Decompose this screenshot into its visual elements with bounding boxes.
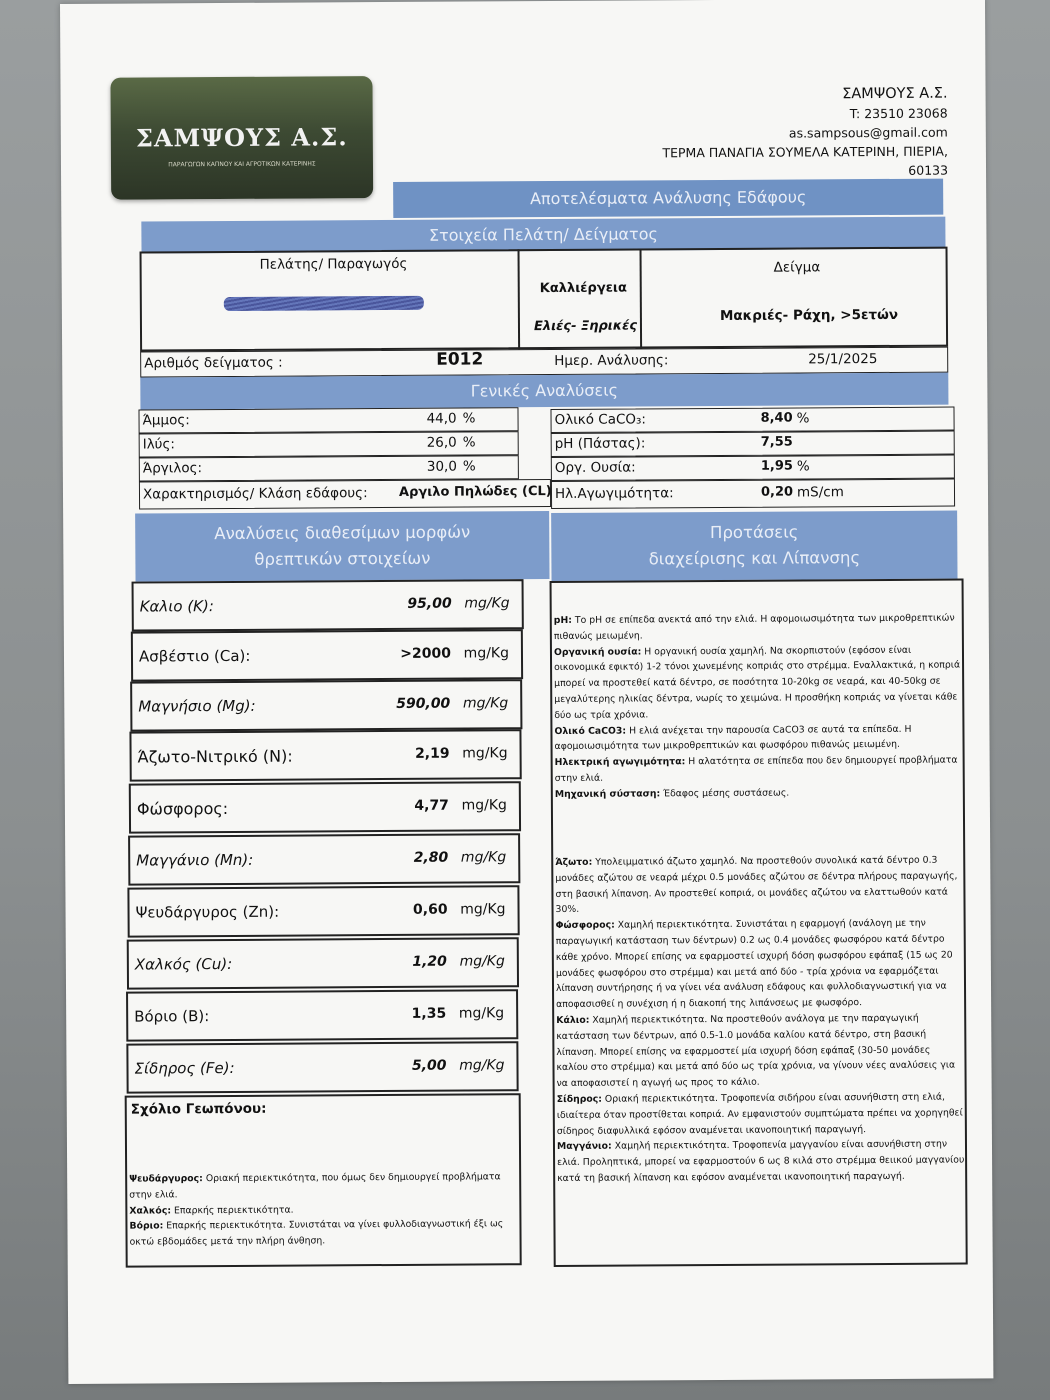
company-logo [110, 76, 373, 200]
company-postcode: 60133 [908, 162, 949, 178]
sand-value: 44,0 [426, 410, 457, 427]
note-key: Μαγγάνιο: [556, 1140, 612, 1153]
nutrient-value: 1,35 [411, 1005, 447, 1022]
clay-value: 30,0 [426, 458, 457, 475]
note-text: Επαρκής περιεκτικότητα. [171, 1204, 294, 1216]
nutrient-value: 2,80 [413, 849, 449, 866]
nutrient-unit: mg/Kg [461, 797, 507, 814]
note-key: Ψευδάργυρος: [129, 1173, 203, 1185]
note-key: Φώσφορος: [555, 919, 615, 932]
nutrient-value: >2000 [400, 645, 452, 662]
nutrients-heading-line2: θρεπτικών στοιχείων [254, 548, 431, 569]
note-key: Ηλεκτρική αγωγιμότητα: [554, 756, 686, 769]
nutrient-label: Άζωτο-Νιτρικό (N): [137, 746, 293, 767]
nutrient-unit: mg/Kg [460, 901, 506, 918]
analysis-date: 25/1/2025 [808, 351, 878, 368]
caco3-value: 8,40 [760, 410, 793, 426]
silt-value: 26,0 [426, 434, 457, 451]
note-text: Οριακή περιεκτικότητα. Τροφοπενία σιδήρου είναι ασυνήθιστη στη ελιά, ιδιαίτερα όταν προστίθεται κοπριά. Αν εμφανιστούν συμπτώματα πρέπει να χορηγηθεί σίδηρος διαφυλλικά εφόσον αναμένεται ικανοποιητική παραγωγή. [556, 1091, 963, 1137]
company-info [662, 85, 948, 182]
note-text: Η οργανική ουσία χαμηλή. Να σκορπιστούν (εφόσον είναι οικονομικά εφικτό) 1-2 τόνοι χωνεμένης κοπριάς στο στρέμμα. Εναλλακτικά, η κοπριά μπορεί να προστεθεί κατά δέντρο, σε ποσότητα 10-20kg σε νεαρά, και 40-50kg σε μεγαλύτερης ηλικίας δέντρα, νωρίς το χειμώνα. Η προσθήκη κοπριάς να γίνεται κάθε δύο ως τρία χρόνια. [554, 644, 961, 721]
comment-notes [129, 1169, 517, 1250]
sample-number: E012 [436, 349, 484, 370]
ph-value: 7,55 [760, 434, 793, 450]
soil-analysis-report [60, 0, 993, 1384]
general-analyses-heading: Γενικές Αναλύσεις [140, 373, 948, 410]
nutrient-unit: mg/Kg [462, 745, 508, 762]
note-text: Υπολειμματικό άζωτο χαμηλό. Να προστεθούν συνολικά κατά δέντρο 0.3 μονάδες αζώτου σε νεαρά μέχρι 0.5 μονάδες αζώτου σε δέντρα πλήρους παραγωγής, στη βασική λίπανση. Αν προστεθεί κοπριά, οι μονάδες αζώτου να ελαττωθούν κατά 30%. [555, 854, 958, 916]
crop-value: Ελιές- Ξηρικές [533, 318, 638, 335]
company-email: as.sampsous@gmail.com [788, 124, 948, 141]
note-text: Το pH σε επίπεδα ανεκτά από την ελιά. Η αφομοιωσιμότητα των μικροθρεπτικών πιθανώς μειωμένη. [553, 612, 955, 642]
note-key: Μηχανική σύσταση: [554, 788, 661, 800]
proposals-notes-top [554, 611, 963, 803]
comment-title: Σχόλιο Γεωπόνου: [130, 1100, 267, 1118]
nutrient-label: Μαγγάνιο (Mn): [136, 850, 254, 870]
nutrient-value: 95,00 [407, 595, 452, 612]
client-label: Πελάτης/ Παραγωγός [259, 255, 408, 273]
note-text: Έδαφος μέσης συστάσεως. [660, 787, 790, 800]
sand-unit: % [462, 410, 476, 427]
nutrient-unit: mg/Kg [460, 849, 507, 866]
nutrient-label: Μαγνήσιο (Mg): [138, 696, 256, 716]
nutrient-value: 1,20 [412, 953, 447, 970]
clay-unit: % [462, 458, 476, 475]
nutrient-row [130, 679, 522, 731]
note-text: Οριακή περιεκτικότητα, που όμως δεν δημιουργεί προβλήματα στην ελιά. [129, 1171, 501, 1201]
sample-value: Μακριές- Ράχη, >5ετών [719, 306, 899, 324]
note-text: Χαμηλή περιεκτικότητα. Συνιστάται η εφαρμογή (ανάλογη με την παραγωγική κατάσταση των δέντρων) 0.2 ως 0.4 μονάδες φωσφόρου κατά δέντρο κάθε χρόνο. Μπορεί επίσης να εφαρμοστεί ισχυρή δόση φωσφόρου εφάπαξ (15 ως 20 μονάδες φωσφόρου στο στρέμμα) και μετά από δύο - τρία χρόνια να εφαρμόζεται λίπανση συντήρησης ή να γίνει νέα ανάλυση εδάφους και φυλλοδιαγνωστική για να αποφασισθεί η συνέχιση ή η διακοπή της λιπάνσεως με φωσφόρο. [555, 917, 953, 1011]
nutrient-label: Σίδηρος (Fe): [134, 1058, 235, 1078]
note-key: Κάλιο: [556, 1014, 590, 1026]
nutrient-row [128, 833, 520, 885]
note-key: Ολικό CaCO3: [554, 725, 627, 737]
analysis-date-label: Ημερ. Ανάλυσης: [554, 352, 669, 369]
note-text: Επαρκής περιεκτικότητα. Συνιστάται να γίνει φυλλοδιαγνωστική έξι ως οκτώ εβδομάδες μετά την πλήρη άνθηση. [129, 1218, 504, 1248]
redacted-client-name [224, 296, 424, 311]
organic-matter-value: 1,95 [760, 458, 793, 474]
nutrient-value: 5,00 [411, 1057, 447, 1074]
note-text: Η ελιά ανέχεται την παρουσία CaCO3 σε αυτά τα επίπεδα. Η αφομοιωσιμότητα των μικροθρεπτικών και φωσφόρου πιθανώς μειωμένη. [554, 723, 912, 753]
nutrients-heading [135, 511, 549, 582]
conductivity-value: 0,20 [760, 484, 794, 500]
nutrient-row [127, 937, 519, 989]
results-heading: Αποτελέσματα Ανάλυσης Εδάφους [393, 179, 943, 218]
note-key: Σίδηρος: [556, 1093, 602, 1105]
company-address: ΤΕΡΜΑ ΠΑΝΑΓΙΑ ΣΟΥΜΕΛΑ ΚΑΤΕΡΙΝΗ, ΠΙΕΡΙΑ, [662, 143, 948, 161]
ph-label: pH (Πάστας): [554, 435, 646, 452]
company-name: ΣΑΜΨΟΥΣ Α.Σ. [842, 85, 948, 103]
nutrient-label: Ψευδάργυρος (Zn): [135, 902, 280, 922]
silt-unit: % [462, 434, 476, 451]
nutrient-unit: mg/Kg [464, 595, 510, 612]
nutrient-label: Βόριο (B): [134, 1007, 210, 1026]
nutrient-unit: mg/Kg [462, 695, 509, 712]
note-key: Βόριο: [129, 1220, 164, 1232]
nutrient-label: Ασβέστιο (Ca): [138, 646, 251, 666]
soil-class-label: Χαρακτηρισμός/ Κλάση εδάφους: [142, 485, 368, 503]
nutrient-value: 0,60 [412, 901, 448, 918]
nutrient-unit: mg/Kg [459, 953, 505, 970]
nutrient-unit: mg/Kg [459, 1057, 505, 1074]
sand-label: Άμμος: [142, 412, 190, 429]
logo-title: ΣΑΜΨΟΥΣ Α.Σ. [135, 122, 348, 153]
nutrient-unit: mg/Kg [458, 1005, 505, 1022]
nutrient-label: Χαλκός (Cu): [134, 954, 233, 974]
conductivity-unit: mS/cm [796, 484, 844, 501]
organic-matter-unit: % [796, 458, 810, 475]
client-sample-heading: Στοιχεία Πελάτη/ Δείγματος [141, 217, 945, 254]
note-key: Χαλκός: [129, 1204, 172, 1217]
conductivity-label: Ηλ.Αγωγιμότητα: [554, 485, 674, 502]
sample-label: Δείγμα [773, 259, 821, 276]
proposals-heading-line1: Προτάσεις [709, 522, 799, 543]
nutrient-row [126, 989, 518, 1041]
nutrient-row [129, 781, 521, 833]
note-text: Χαμηλή περιεκτικότητα. Τροφοπενία μαγγανίου είναι ασυνήθιστη στην ελιά. Προληπτικά, μπορεί να εφαρμοστούν 6 ως 8 κιλά στο στρέμμα θειικού μαγγανίου κατά τη βασική λίπανση και εφόσον αναμένεται ικανοποιητική παραγωγή. [557, 1138, 965, 1184]
proposals-heading-line2: διαχείρισης και Λίπανσης [648, 548, 861, 569]
nutrient-label: Καλιο (Κ): [139, 597, 214, 616]
silt-label: Ιλύς: [142, 436, 176, 453]
nutrient-value: 2,19 [414, 745, 450, 762]
nutrient-row [126, 1041, 518, 1093]
crop-label: Καλλιέργεια [539, 280, 627, 297]
nutrient-row [129, 729, 521, 781]
nutrient-value: 590,00 [396, 695, 451, 712]
note-text: Η αλατότητα σε επίπεδα που δεν δημιουργεί προβλήματα στην ελιά. [554, 754, 958, 784]
nutrient-row [131, 629, 523, 681]
proposals-notes-bottom [555, 852, 965, 1186]
note-key: pH: [553, 614, 572, 626]
soil-class-value: Αργιλο Πηλώδες (CL) [398, 484, 552, 500]
nutrient-row [127, 885, 519, 937]
nutrient-unit: mg/Kg [463, 645, 510, 662]
sample-number-label: Αριθμός δείγματος : [144, 354, 283, 372]
proposals-heading [551, 511, 957, 581]
nutrient-value: 4,77 [414, 797, 449, 814]
caco3-label: Ολικό CaCO₃: [554, 411, 647, 428]
nutrients-heading-line1: Αναλύσεις διαθεσίμων μορφών [214, 522, 471, 544]
nutrient-row [132, 579, 524, 631]
note-text: Χαμηλή περιεκτικότητα. Να προστεθούν ανάλογα με την παραγωγική κατάσταση των δέντρων, από 0.5-1.0 μονάδα καλίου κατά δέντρο, στη βασική λίπανση. Μπορεί επίσης να εφαρμοστεί μία ισχυρή δόση εφάπαξ (30-50 μονάδες καλίου στο στρέμμα) και μετά από δύο ως τρία χρόνια, να γίνουν νέες αναλύσεις για να αποφασιστεί η αγωγή ως προς το κάλιο. [556, 1012, 956, 1090]
company-phone: T: 23510 23068 [849, 105, 948, 122]
note-key: Άζωτο: [555, 856, 593, 868]
caco3-unit: % [796, 410, 810, 427]
logo-subtitle: ΠΑΡΑΓΩΓΩΝ ΚΑΠΝΟΥ ΚΑΙ ΑΓΡΟΤΙΚΩΝ ΚΑΤΕΡΙΝΗΣ [168, 160, 316, 169]
clay-label: Άργιλος: [142, 460, 203, 477]
organic-matter-label: Οργ. Ουσία: [554, 459, 636, 476]
nutrient-label: Φώσφορος: [136, 798, 229, 819]
note-key: Οργανική ουσία: [553, 646, 642, 658]
